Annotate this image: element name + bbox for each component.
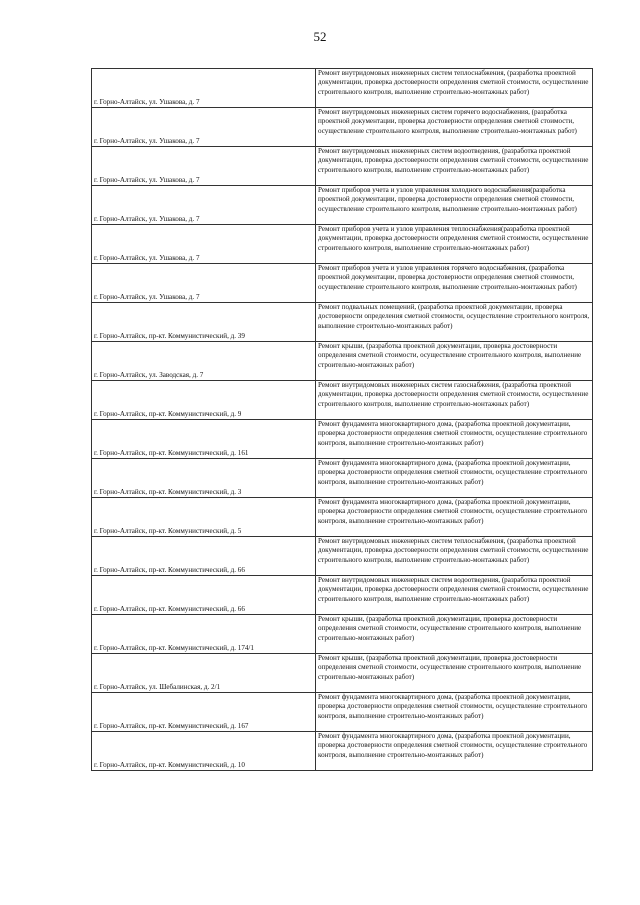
address-cell: г. Горно-Алтайск, пр-кт. Коммунистический, д. 10 bbox=[92, 732, 316, 771]
work-description-cell: Ремонт фундамента многоквартирного дома, (разработка проектной документации, проверка достоверности определения сметной стоимости, осуществление строительного контроля, выполнение строительно-монтажных работ) bbox=[316, 459, 593, 498]
address-cell: г. Горно-Алтайск, ул. Ушакова, д. 7 bbox=[92, 108, 316, 147]
work-description-cell: Ремонт внутридомовых инженерных систем водоотведения, (разработка проектной документации, проверка достоверности определения сметной стоимости, осуществление строительного контроля, выполнение строительно-монтажных работ) bbox=[316, 576, 593, 615]
work-description-cell: Ремонт внутридомовых инженерных систем теплоснабжения, (разработка проектной документации, проверка достоверности определения сметной стоимости, осуществление строительного контроля, выполнение строительно-монтажных работ) bbox=[316, 537, 593, 576]
work-description-cell: Ремонт приборов учета и узлов управления горячего водоснабжения, (разработка проектной документации, проверка достоверности определения сметной стоимости, осуществление строительного контроля, выполнение строительно-монтажных работ) bbox=[316, 264, 593, 303]
address-cell: г. Горно-Алтайск, пр-кт. Коммунистический, д. 3 bbox=[92, 459, 316, 498]
address-cell: г. Горно-Алтайск, пр-кт. Коммунистический, д. 9 bbox=[92, 381, 316, 420]
work-description-cell: Ремонт фундамента многоквартирного дома, (разработка проектной документации, проверка достоверности определения сметной стоимости, осуществление строительного контроля, выполнение строительно-монтажных работ) bbox=[316, 693, 593, 732]
table-row bbox=[92, 576, 593, 615]
work-description-cell: Ремонт крыши, (разработка проектной документации, проверка достоверности определения сметной стоимости, осуществление строительного контроля, выполнение строительно-монтажных работ) bbox=[316, 615, 593, 654]
address-cell: г. Горно-Алтайск, пр-кт. Коммунистический, д. 39 bbox=[92, 303, 316, 342]
work-description-cell: Ремонт внутридомовых инженерных систем водоотведения, (разработка проектной документации, проверка достоверности определения сметной стоимости, осуществление строительного контроля, выполнение строительно-монтажных работ) bbox=[316, 147, 593, 186]
address-cell: г. Горно-Алтайск, ул. Заводская, д. 7 bbox=[92, 342, 316, 381]
page-number: 52 bbox=[313, 29, 327, 44]
works-table bbox=[91, 68, 593, 771]
table-row bbox=[92, 264, 593, 303]
address-cell: г. Горно-Алтайск, ул. Ушакова, д. 7 bbox=[92, 225, 316, 264]
address-cell: г. Горно-Алтайск, ул. Ушакова, д. 7 bbox=[92, 186, 316, 225]
table-row bbox=[92, 498, 593, 537]
table-row bbox=[92, 693, 593, 732]
table-row bbox=[92, 537, 593, 576]
address-cell: г. Горно-Алтайск, ул. Ушакова, д. 7 bbox=[92, 264, 316, 303]
address-cell: г. Горно-Алтайск, пр-кт. Коммунистический, д. 161 bbox=[92, 420, 316, 459]
table-row bbox=[92, 186, 593, 225]
address-cell: г. Горно-Алтайск, пр-кт. Коммунистический, д. 174/1 bbox=[92, 615, 316, 654]
table-row bbox=[92, 147, 593, 186]
work-description-cell: Ремонт крыши, (разработка проектной документации, проверка достоверности определения сметной стоимости, осуществление строительного контроля, выполнение строительно-монтажных работ) bbox=[316, 654, 593, 693]
table-row bbox=[92, 654, 593, 693]
table-row bbox=[92, 615, 593, 654]
address-cell: г. Горно-Алтайск, ул. Шебалинская, д. 2/1 bbox=[92, 654, 316, 693]
address-cell: г. Горно-Алтайск, пр-кт. Коммунистический, д. 66 bbox=[92, 537, 316, 576]
work-description-cell: Ремонт внутридомовых инженерных систем теплоснабжения, (разработка проектной документации, проверка достоверности определения сметной стоимости, осуществление строительного контроля, выполнение строительно-монтажных работ) bbox=[316, 69, 593, 108]
address-cell: г. Горно-Алтайск, пр-кт. Коммунистический, д. 167 bbox=[92, 693, 316, 732]
work-description-cell: Ремонт фундамента многоквартирного дома, (разработка проектной документации, проверка достоверности определения сметной стоимости, осуществление строительного контроля, выполнение строительно-монтажных работ) bbox=[316, 420, 593, 459]
work-description-cell: Ремонт фундамента многоквартирного дома, (разработка проектной документации, проверка достоверности определения сметной стоимости, осуществление строительного контроля, выполнение строительно-монтажных работ) bbox=[316, 498, 593, 537]
address-cell: г. Горно-Алтайск, пр-кт. Коммунистический, д. 66 bbox=[92, 576, 316, 615]
table-row bbox=[92, 732, 593, 771]
table-row bbox=[92, 69, 593, 108]
works-table-body bbox=[92, 69, 593, 771]
work-description-cell: Ремонт внутридомовых инженерных систем горячего водоснабжения, (разработка проектной документации, проверка достоверности определения сметной стоимости, осуществление строительного контроля, выполнение строительно-монтажных работ) bbox=[316, 108, 593, 147]
work-description-cell: Ремонт внутридомовых инженерных систем газоснабжения, (разработка проектной документации, проверка достоверности определения сметной стоимости, осуществление строительного контроля, выполнение строительно-монтажных работ) bbox=[316, 381, 593, 420]
work-description-cell: Ремонт приборов учета и узлов управления холодного водоснабжения(разработка проектной документации, проверка достоверности определения сметной стоимости, осуществление строительного контроля, выполнение строительно-монтажных работ) bbox=[316, 186, 593, 225]
address-cell: г. Горно-Алтайск, ул. Ушакова, д. 7 bbox=[92, 69, 316, 108]
table-row bbox=[92, 381, 593, 420]
address-cell: г. Горно-Алтайск, пр-кт. Коммунистический, д. 5 bbox=[92, 498, 316, 537]
work-description-cell: Ремонт приборов учета и узлов управления теплоснабжения(разработка проектной документации, проверка достоверности определения сметной стоимости, осуществление строительного контроля, выполнение строительно-монтажных работ) bbox=[316, 225, 593, 264]
table-row bbox=[92, 303, 593, 342]
address-cell: г. Горно-Алтайск, ул. Ушакова, д. 7 bbox=[92, 147, 316, 186]
table-row bbox=[92, 459, 593, 498]
table-row bbox=[92, 225, 593, 264]
table-row bbox=[92, 342, 593, 381]
work-description-cell: Ремонт фундамента многоквартирного дома, (разработка проектной документации, проверка достоверности определения сметной стоимости, осуществление строительного контроля, выполнение строительно-монтажных работ) bbox=[316, 732, 593, 771]
work-description-cell: Ремонт крыши, (разработка проектной документации, проверка достоверности определения сметной стоимости, осуществление строительного контроля, выполнение строительно-монтажных работ) bbox=[316, 342, 593, 381]
table-row bbox=[92, 420, 593, 459]
work-description-cell: Ремонт подвальных помещений, (разработка проектной документации, проверка достоверности определения сметной стоимости, осуществление строительного контроля, выполнение строительно-монтажных работ) bbox=[316, 303, 593, 342]
table-row bbox=[92, 108, 593, 147]
